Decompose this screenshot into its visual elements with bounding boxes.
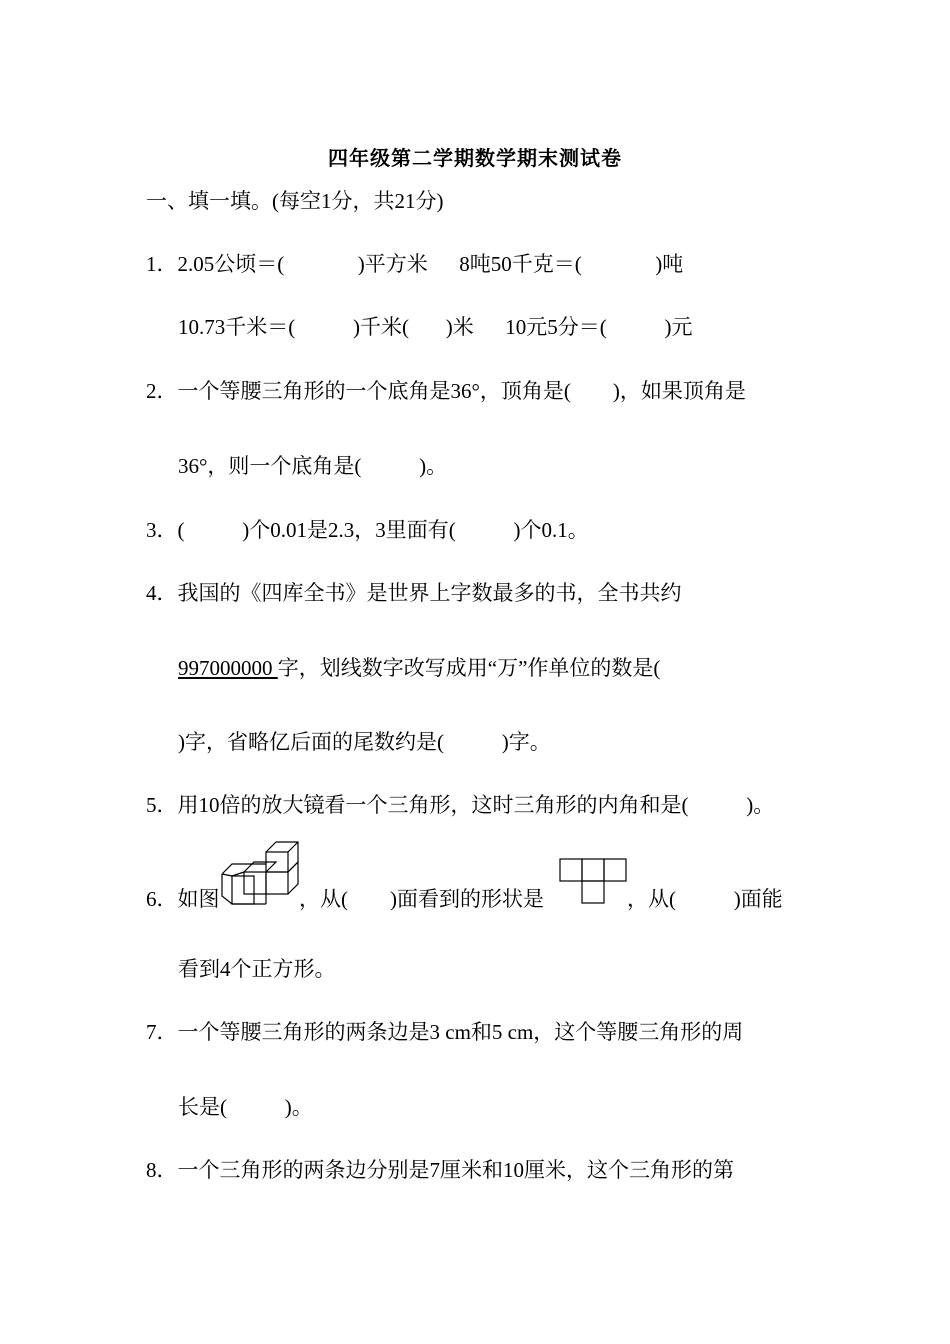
question-7-line-2: 长是( )。	[178, 1095, 313, 1119]
question-4-line-3: )字，省略亿后面的尾数约是( )字。	[178, 730, 551, 754]
question-8-line-1: 8．一个三角形的两条边分别是7厘米和10厘米，这个三角形的第	[146, 1158, 734, 1182]
question-4-line-2	[178, 655, 660, 681]
question-1-line-1: 1．2.05公顷＝( )平方米 8吨50千克＝( )吨	[146, 252, 684, 276]
cube-stack-figure	[220, 840, 302, 906]
section-heading: 一、填一填。(每空1分，共21分)	[146, 189, 444, 213]
question-1-line-2: 10.73千米＝( )千米( )米 10元5分＝( )元	[178, 315, 693, 339]
underlined-number: 997000000	[178, 656, 278, 680]
question-2-line-1: 2．一个等腰三角形的一个底角是36°，顶角是( )，如果顶角是	[146, 379, 746, 403]
question-3: 3．( )个0.01是2.3，3里面有( )个0.1。	[146, 518, 589, 542]
question-4-line-2-text: 字，划线数字改写成用“万”作单位的数是(	[277, 656, 661, 680]
question-6-line-2: 看到4个正方形。	[178, 957, 336, 981]
question-5: 5．用10倍的放大镜看一个三角形，这时三角形的内角和是( )。	[146, 793, 775, 817]
question-4-line-1: 4．我国的《四库全书》是世界上字数最多的书，全书共约	[146, 581, 682, 605]
page-title: 四年级第二学期数学期末测试卷	[328, 148, 622, 170]
question-6-suffix: ，从( )面能	[627, 887, 783, 911]
question-6-prefix: 6．如图	[146, 887, 220, 911]
question-2-line-2: 36°，则一个底角是( )。	[178, 454, 448, 478]
question-6-middle: ，从( )面看到的形状是	[299, 887, 544, 911]
question-7-line-1: 7．一个等腰三角形的两条边是3 cm和5 cm，这个等腰三角形的周	[146, 1020, 744, 1044]
view-shape-figure	[559, 857, 628, 905]
